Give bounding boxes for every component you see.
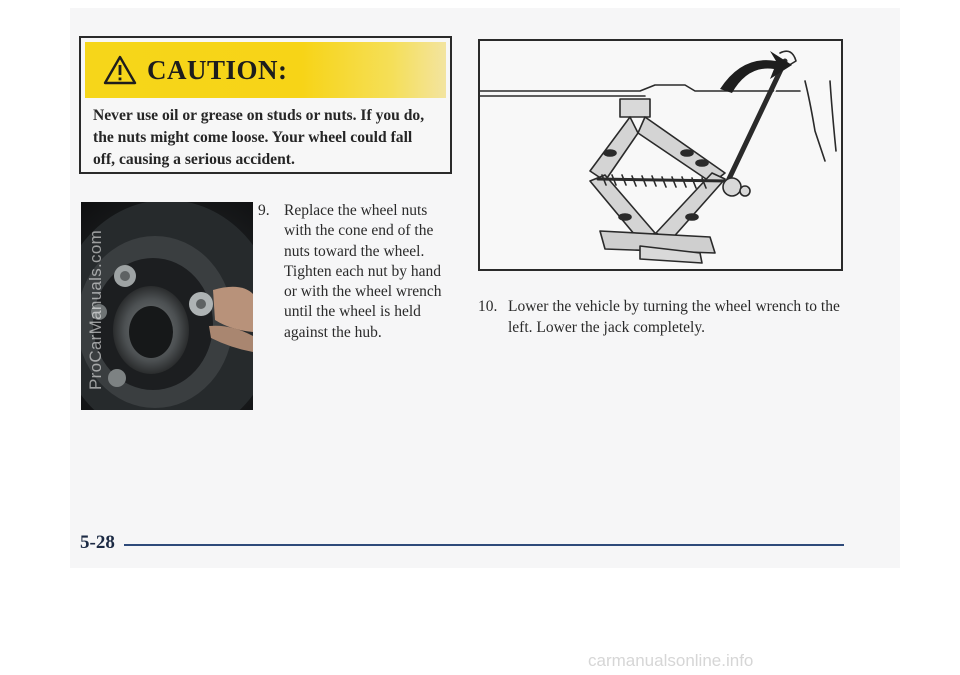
page-number: 5-28 [80,532,115,553]
bottom-watermark: carmanualsonline.info [588,651,754,670]
wheel-nuts-photo [81,202,253,410]
footer-rule [124,544,844,546]
step-10-text: Lower the vehicle by turning the wheel wrench to the left. Lower the jack completely. [508,298,840,336]
warning-triangle-icon [103,55,137,85]
wheel-nuts-photo-drawing [81,202,253,410]
step-10-number: 10. [478,298,498,315]
caution-text: Never use oil or grease on studs or nuts. If you do, the nuts might come loose. Your wheel could fall off, causing a serious accident. [93,107,425,168]
caution-title: CAUTION: [147,54,288,85]
step-9-number: 9. [258,202,270,219]
scissor-jack-illustration [478,39,843,271]
step-9-text: Replace the wheel nuts with the cone end of the nuts toward the wheel. Tighten each nut by hand or with the wheel wrench until the wheel is held against the hub. [284,202,442,341]
caution-box [79,36,452,174]
side-watermark: ProCarManuals.com [86,229,105,390]
scissor-jack-drawing [480,41,841,269]
caution-header [85,42,446,98]
